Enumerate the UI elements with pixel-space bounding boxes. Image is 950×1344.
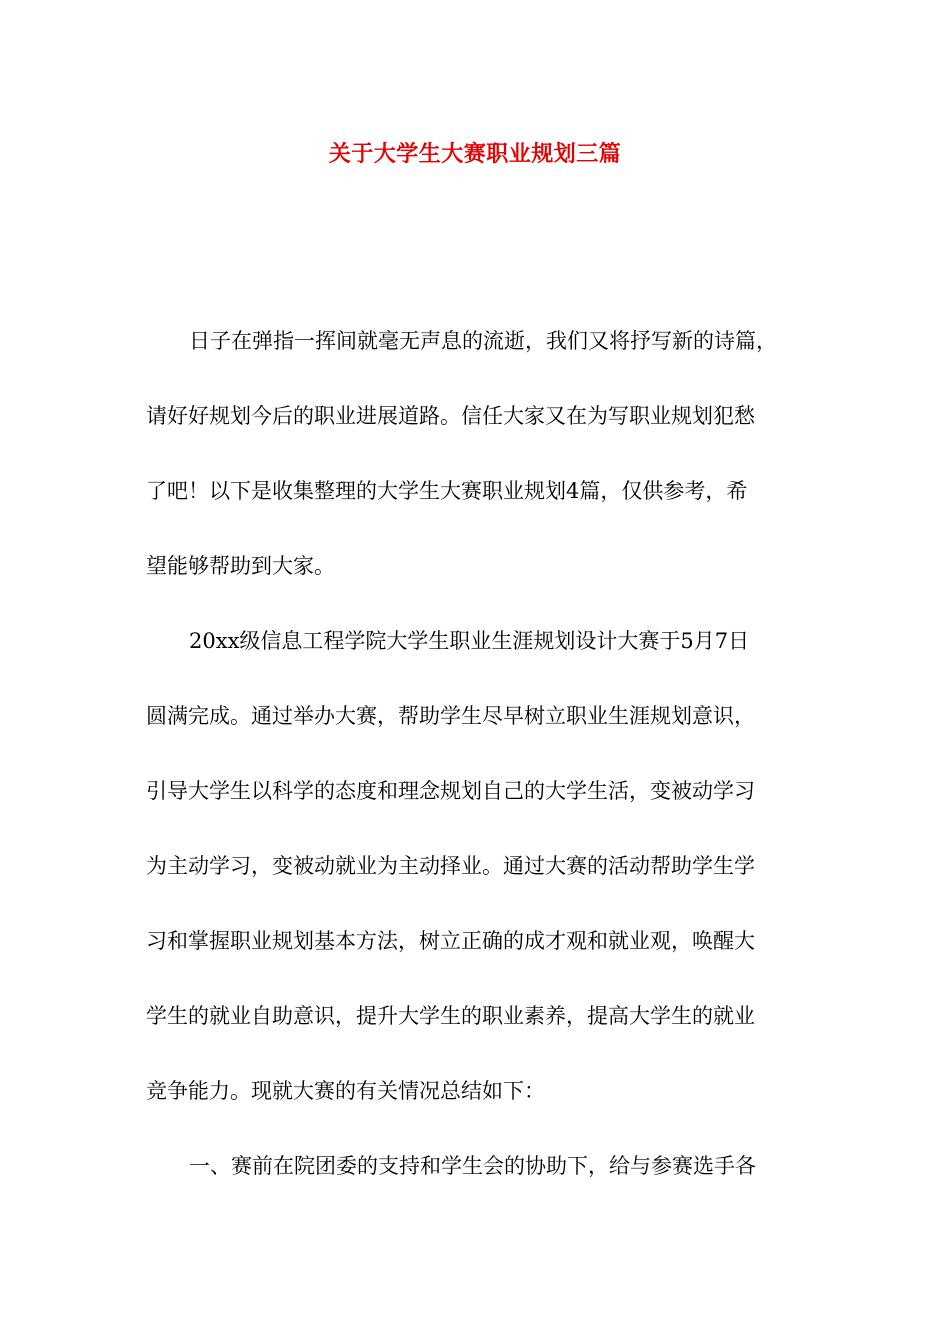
body-line-9: 习和掌握职业规划基本方法，树立正确的成才观和就业观，唤醒大 — [146, 929, 755, 953]
body-line-10: 学生的就业自助意识，提升大学生的职业素养，提高大学生的就业 — [146, 1004, 755, 1028]
body-line-1: 日子在弹指一挥间就毫无声息的流逝，我们又将抒写新的诗篇， — [189, 329, 777, 353]
body-line-12: 一、赛前在院团委的支持和学生会的协助下，给与参赛选手各 — [189, 1154, 756, 1178]
body-line-8: 为主动学习，变被动就业为主动择业。通过大赛的活动帮助学生学 — [146, 854, 755, 878]
body-line-3: 了吧！以下是收集整理的大学生大赛职业规划4篇，仅供参考，希 — [146, 479, 748, 503]
body-line-2: 请好好规划今后的职业进展道路。信任大家又在为写职业规划犯愁 — [146, 404, 755, 428]
document-title: 关于大学生大赛职业规划三篇 — [328, 141, 622, 167]
body-line-7: 引导大学生以科学的态度和理念规划自己的大学生活，变被动学习 — [146, 779, 755, 803]
body-line-6: 圆满完成。通过举办大赛，帮助学生尽早树立职业生涯规划意识， — [146, 704, 755, 728]
body-line-11: 竞争能力。现就大赛的有关情况总结如下： — [146, 1079, 545, 1103]
body-line-4: 望能够帮助到大家。 — [146, 554, 335, 578]
body-line-5: 20xx级信息工程学院大学生职业生涯规划设计大赛于5月7日 — [189, 629, 750, 653]
